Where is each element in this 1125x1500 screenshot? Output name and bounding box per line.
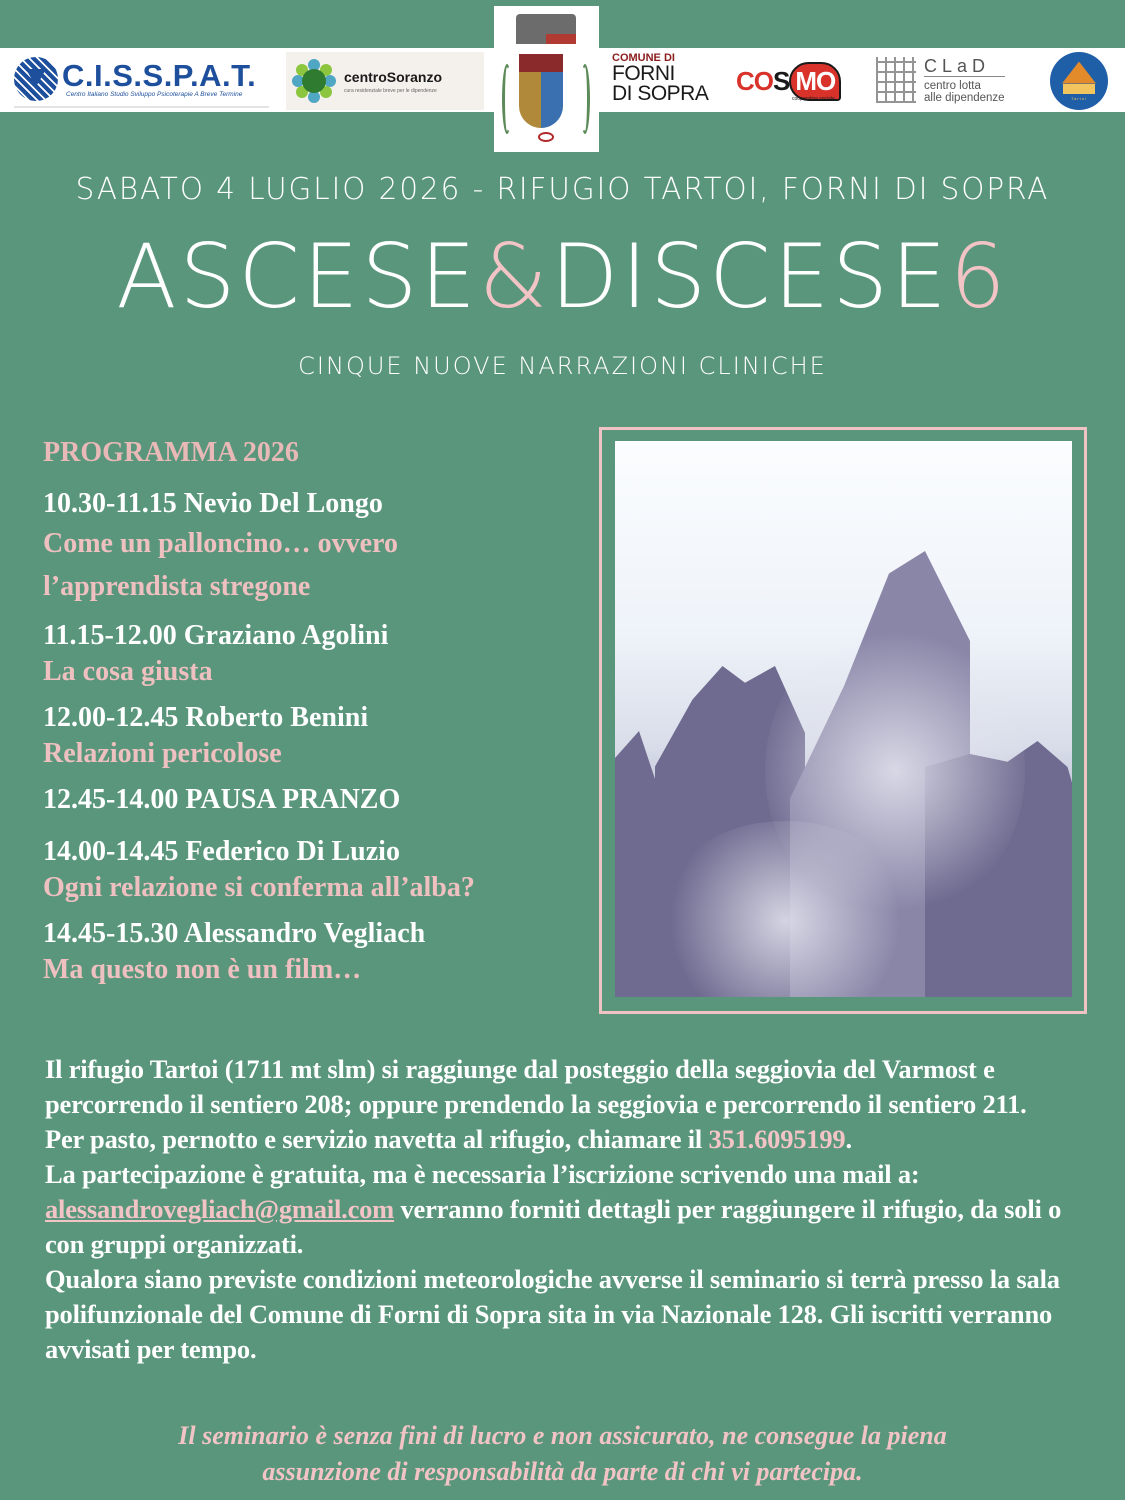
slot-talk-title: La cosa giusta — [43, 656, 213, 687]
comune-forni-logo — [612, 52, 708, 108]
info-registration-text-after: verranno forniti dettagli per raggiungere il rifugio, da soli o con gruppi organizzati. — [45, 1194, 1062, 1259]
clad-grid-icon — [876, 57, 916, 103]
program-section — [43, 432, 603, 998]
program-slot — [43, 834, 603, 906]
disclaimer — [0, 1418, 1125, 1490]
cosmo-s: S — [773, 65, 790, 96]
slot-time-speaker: 14.00-14.45 Federico Di Luzio — [43, 836, 400, 867]
info-registration — [45, 1157, 1105, 1262]
cisspat-emblem-icon — [14, 57, 58, 101]
clad-subtitle-2: alle dipendenze — [924, 92, 1005, 104]
info-weather-alternative: Qualora siano previste condizioni meteorologiche avverse il seminario si terrà presso la sala polifunzionale del Comune di Forni di Sopra sita in via Nazionale 128. Gli iscritti verranno avvisati per tempo. — [45, 1264, 1060, 1364]
shield-icon — [519, 54, 563, 128]
cosmo-logo — [736, 52, 841, 110]
slot-talk-title: Relazioni pericolose — [43, 738, 282, 769]
slot-talk-title: l’apprendista stregone — [43, 571, 311, 602]
phone-number[interactable]: 351.6095199 — [708, 1124, 846, 1154]
slot-time-speaker: 11.15-12.00 Graziano Agolini — [43, 620, 389, 651]
title-edition-number: 6 — [949, 225, 1009, 328]
program-slot-break — [43, 782, 603, 818]
wreath-icon — [580, 64, 590, 134]
tartoi-label: Tartoi — [1071, 95, 1087, 101]
soranzo-flower-icon — [292, 59, 336, 103]
rifugio-tartoi-logo — [1050, 52, 1108, 110]
slot-talk-title: Ogni relazione si conferma all’alba? — [43, 872, 475, 903]
forni-bottom: DI SOPRA — [612, 82, 709, 105]
info-section — [45, 1052, 1105, 1367]
slot-time-speaker: 12.00-12.45 Roberto Benini — [43, 702, 369, 733]
cisspat-subtitle: Centro Italiano Studio Sviluppo Psicoterapie A Breve Termine — [66, 91, 243, 98]
title-ampersand: & — [478, 225, 551, 328]
municipal-crest — [494, 6, 599, 152]
info-contact-text: Per pasto, pernotto e servizio navetta al rifugio, chiamare il — [45, 1124, 709, 1154]
cosmo-subtitle: cooperativa sociale — [792, 96, 835, 102]
soranzo-subtitle: cura residenziale breve per le dipendenze — [344, 87, 437, 94]
title-part2: DISCESE — [550, 225, 950, 328]
slot-time-break: 12.45-14.00 PAUSA PRANZO — [43, 784, 401, 815]
clad-subtitle-1: centro lotta — [924, 80, 981, 92]
crown-icon — [516, 14, 576, 44]
info-access-directions: Il rifugio Tartoi (1711 mt slm) si raggiunge dal posteggio della seggiovia del Varmost e percorrendo il sentiero 208; oppure prendendo la seggiovia e percorrendo il sentiero 211. — [45, 1054, 1027, 1119]
wreath-icon — [502, 64, 512, 134]
hut-icon — [1063, 84, 1095, 94]
info-contact — [45, 1122, 1105, 1157]
program-slot — [43, 618, 603, 690]
slot-time-speaker: 14.45-15.30 Alessandro Vegliach — [43, 918, 426, 949]
event-title — [0, 222, 1125, 332]
disclaimer-line-2: assunzione di responsabilità da parte di chi vi partecipa. — [262, 1457, 863, 1486]
soranzo-title: centroSoranzo — [344, 68, 443, 85]
mountain-photo — [615, 441, 1072, 997]
cosmo-mo: MO — [789, 62, 841, 101]
info-contact-punct: . — [845, 1124, 852, 1154]
program-slot — [43, 486, 603, 608]
slot-time-speaker: 10.30-11.15 Nevio Del Longo — [43, 488, 383, 519]
slot-talk-title: Come un palloncino… ovvero — [43, 528, 398, 559]
cisspat-title: C.I.S.S.P.A.T. — [62, 58, 257, 93]
centro-soranzo-logo — [286, 52, 484, 110]
info-registration-text: La partecipazione è gratuita, ma è necessaria l’iscrizione scrivendo una mail a: — [45, 1159, 920, 1189]
clad-title: CLaD — [924, 56, 1005, 77]
ribbon-icon — [538, 132, 554, 142]
program-slot — [43, 700, 603, 772]
clad-logo — [876, 52, 1005, 108]
disclaimer-line-1: Il seminario è senza fini di lucro e non assicurato, ne consegue la piena — [178, 1421, 947, 1450]
email-link[interactable]: alessandrovegliach@gmail.com — [45, 1194, 395, 1224]
hut-roof-icon — [1062, 62, 1096, 84]
event-date-location: SABATO 4 LUGLIO 2026 - RIFUGIO TARTOI, FORNI DI SOPRA — [75, 172, 1050, 207]
event-subtitle: CINQUE NUOVE NARRAZIONI CLINICHE — [298, 352, 827, 380]
cisspat-logo — [14, 52, 269, 108]
program-slot — [43, 916, 603, 988]
cosmo-co: CO — [736, 65, 773, 96]
title-part1: ASCESE — [116, 225, 479, 328]
forni-mid: FORNI — [612, 62, 675, 85]
forni-top: COMUNE DI — [612, 52, 675, 64]
program-heading: PROGRAMMA 2026 — [43, 437, 299, 468]
slot-talk-title: Ma questo non è un film… — [43, 954, 362, 985]
